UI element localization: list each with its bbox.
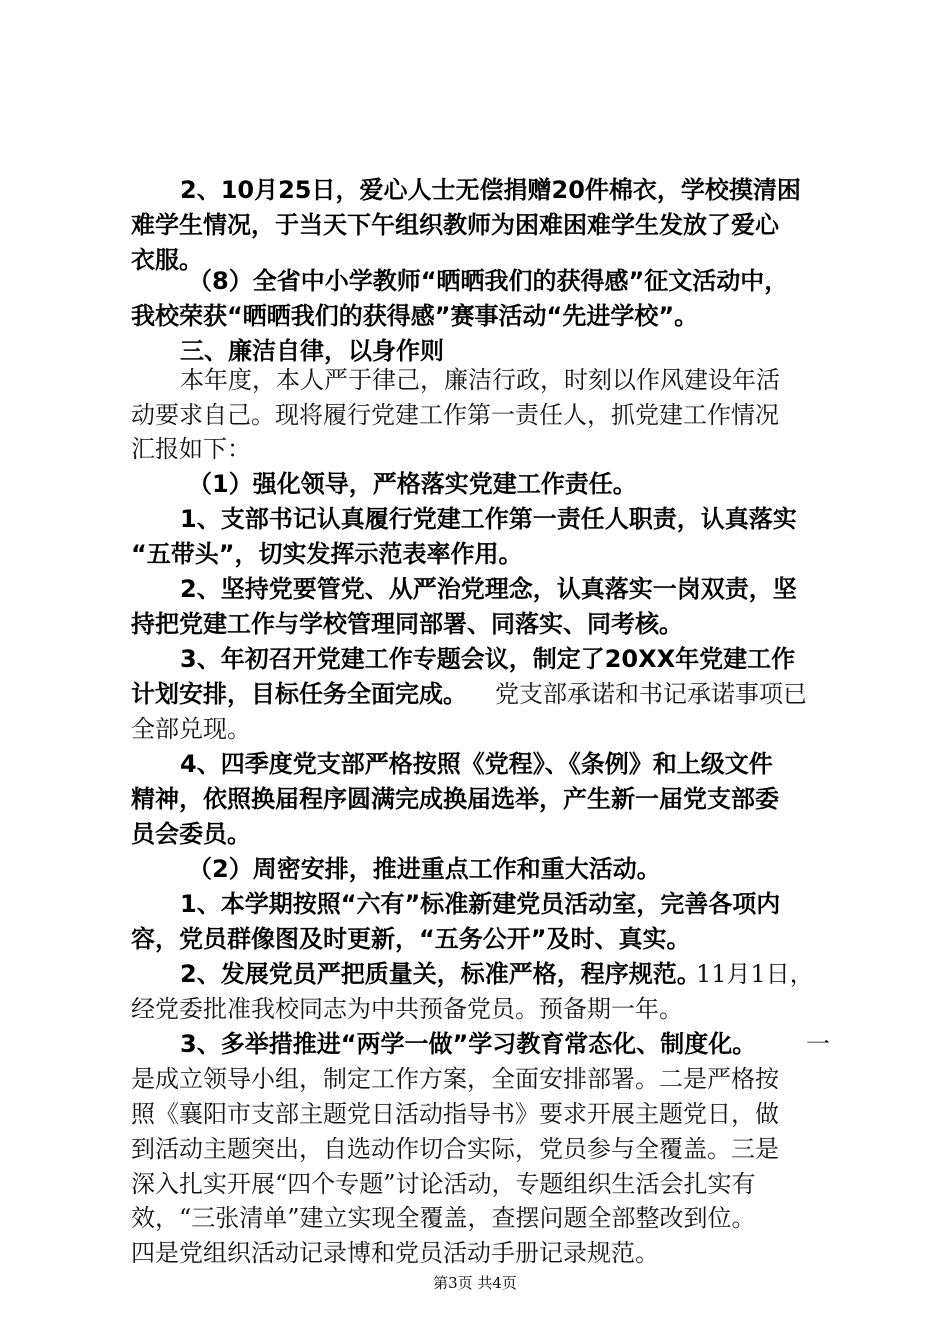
text-line: 容，党员群像图及时更新，“五务公开”及时、真实。 (131, 925, 691, 953)
text-line: 1、本学期按照“六有”标准新建党员活动室，完善各项内 (180, 890, 781, 918)
text-line: （1）强化领导，严格落实党建工作责任。 (188, 470, 637, 498)
text-line: 11月1日， (696, 960, 814, 988)
text-line: 2、发展党员严把质量关，标准严格，程序规范。 (180, 960, 701, 988)
text-line: 2、坚持党要管党、从严治党理念，认真落实一岗双责，坚 (180, 575, 797, 603)
text-line: 一 (806, 1030, 830, 1058)
text-line: “五带头”，切实发挥示范表率作用。 (131, 540, 523, 568)
text-line: 计划安排，目标任务全面完成。 (131, 680, 467, 708)
text-line: （8）全省中小学教师“晒晒我们的获得感”征文活动中， (188, 267, 789, 295)
text-line: 是成立领导小组，制定工作方案，全面安排部署。二是严格按 (131, 1065, 779, 1093)
text-line: 3、年初召开党建工作专题会议，制定了20XX年党建工作 (180, 645, 796, 673)
text-line: 本年度，本人严于律己，廉洁行政，时刻以作风建设年活 (180, 366, 780, 394)
text-line: 四是党组织活动记录博和党员活动手册记录规范。 (131, 1239, 659, 1267)
text-line: 衣服。 (131, 246, 203, 274)
text-line: 深入扎实开展“四个专题”讨论活动，专题组织生活会扎实有 (131, 1170, 756, 1198)
text-line: 效，“三张清单”建立实现全覆盖，查摆问题全部整改到位。 (131, 1204, 756, 1232)
text-line: 汇报如下： (131, 435, 251, 463)
text-line: （2）周密安排，推进重点工作和重大活动。 (188, 855, 661, 883)
text-line: 3、多举措推进“两学一做”学习教育常态化、制度化。 (180, 1030, 757, 1058)
text-line: 到活动主题突出，自选动作切合实际，党员参与全覆盖。三是 (131, 1135, 779, 1163)
text-line: 照《襄阳市支部主题党日活动指导书》要求开展主题党日，做 (131, 1100, 779, 1128)
text-line: 难学生情况，于当天下午组织教师为困难困难学生发放了爱心 (131, 211, 779, 239)
text-line: 员会委员。 (131, 820, 251, 848)
text-line: 党支部承诺和书记承诺事项已 (495, 680, 807, 708)
text-line: 持把党建工作与学校管理同部署、同落实、同考核。 (131, 610, 683, 638)
text-line: 2、10月25日，爱心人士无偿捐赠20件棉衣，学校摸清困 (180, 176, 801, 204)
text-line: 精神，依照换届程序圆满完成换届选举，产生新一届党支部委 (131, 785, 779, 813)
text-line: 我校荣获“晒晒我们的获得感”赛事活动“先进学校”。 (131, 302, 699, 330)
text-line: 经党委批准我校同志为中共预备党员。预备期一年。 (131, 995, 683, 1023)
text-line: 4、四季度党支部严格按照《党程》、《条例》和上级文件 (180, 750, 773, 778)
text-line: 1、支部书记认真履行党建工作第一责任人职责，认真落实 (180, 505, 797, 533)
text-line: 全部兑现。 (131, 715, 251, 743)
text-line: 动要求自己。现将履行党建工作第一责任人，抓党建工作情况 (131, 401, 779, 429)
section-heading: 三、廉洁自律，以身作则 (180, 337, 444, 365)
page-footer: 第3页 共4页 (433, 1274, 517, 1292)
